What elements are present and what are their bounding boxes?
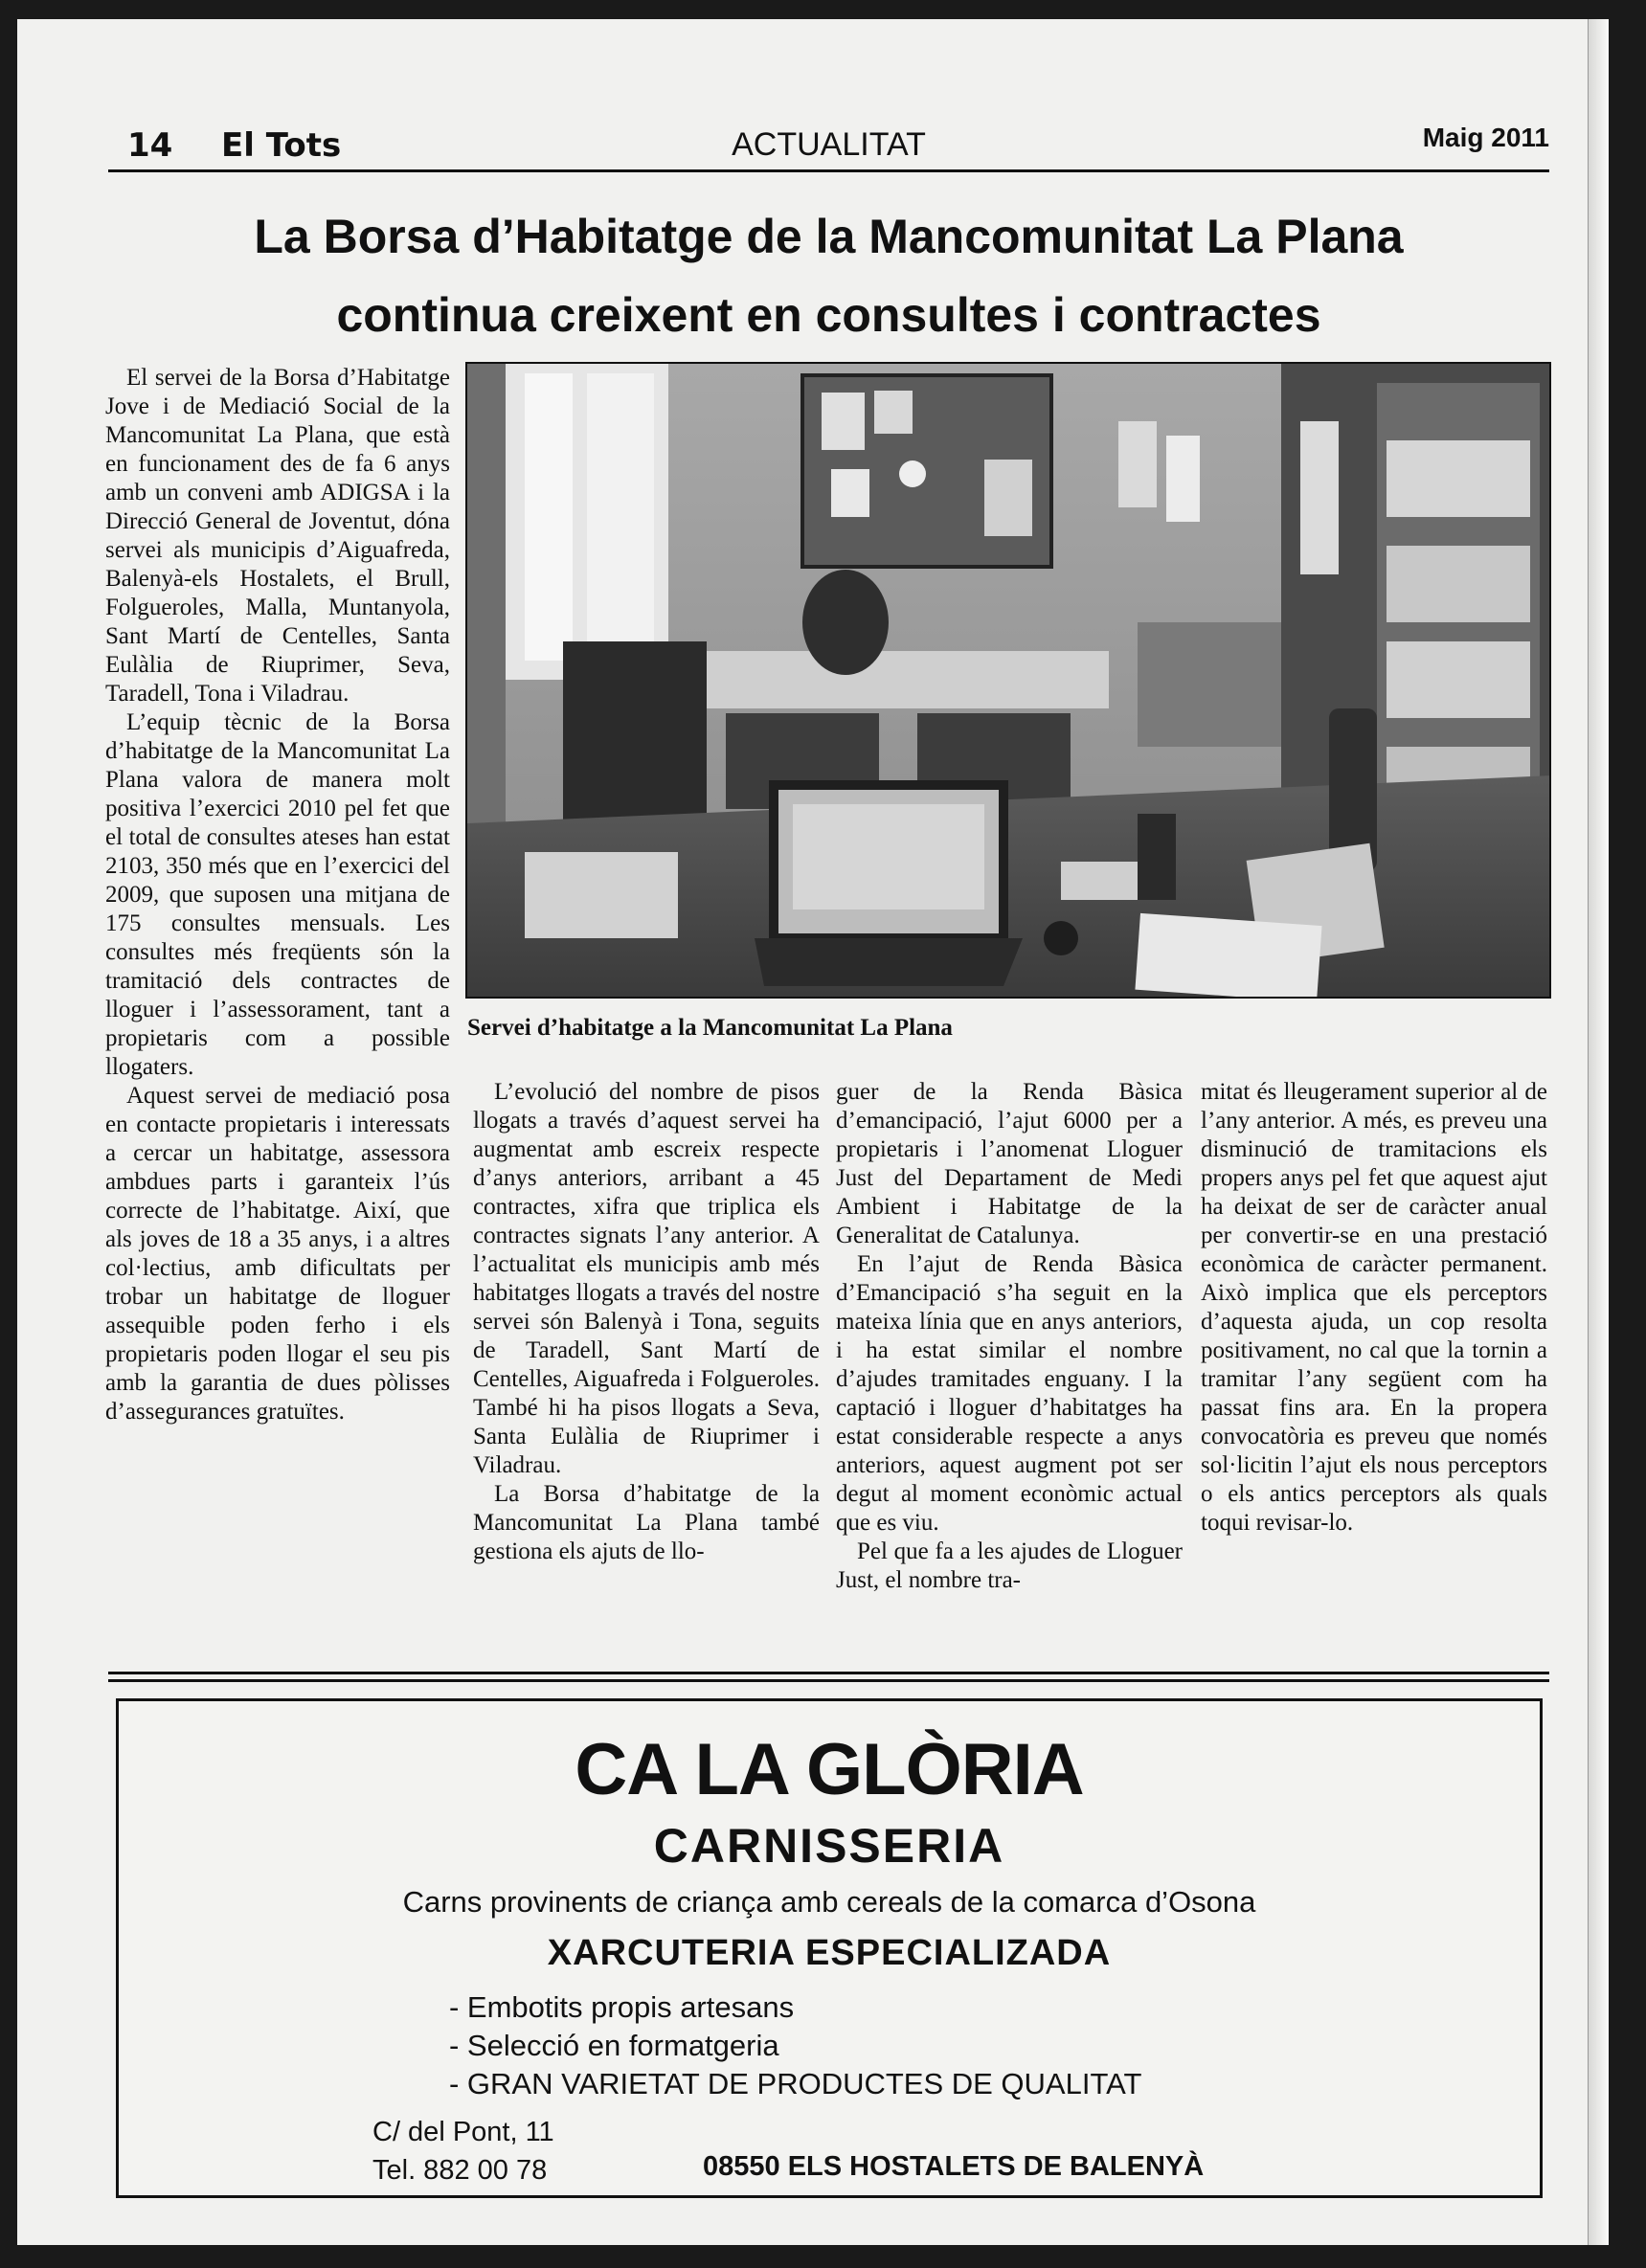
ad-subtitle: CARNISSERIA (653, 1819, 1005, 1873)
paragraph: L’equip tècnic de la Borsa d’habitatge de la Mancomunitat La Plana valora de manera molt positiva l’exercici 2010 pel fet que el total de consultes ateses han estat 2103, 350 més que en l’exercici del 2009, que suposen una mitjana de 175 consultes mensuals. Les consultes més freqüents són la tramitació dels contractes de lloguer i l’assessorament, tant a propietaris com a possible llogaters. (105, 709, 450, 1080)
divider-rule (108, 1672, 1549, 1674)
article-column-3 (836, 1078, 1183, 1595)
newspaper-page (17, 19, 1609, 2245)
paragraph: Pel que fa a les ajudes de Lloguer Just, el nombre tra- (836, 1538, 1183, 1593)
publication-name: El Tots (221, 126, 342, 165)
list-item: - Selecció en formatgeria (449, 2029, 779, 2062)
page-header (108, 105, 1549, 172)
paragraph: El servei de la Borsa d’Habitatge Jove i de Mediació Social de la Mancomunitat La Plana, que està en funcionament des de fa 6 anys amb un conveni amb ADIGSA i la Direcció General de Joventut, dóna servei als municipis d’Aiguafreda, Balenyà-els Hostalets, el Brull, Folgueroles, Malla, Muntanyola, Sant Martí de Centelles, Santa Eulàlia de Riuprimer, Seva, Taradell, Tona i Viladrau. (105, 365, 450, 707)
ad-product-list (449, 1988, 1141, 2103)
photo-caption: Servei d’habitatge a la Mancomunitat La Plana (467, 1015, 953, 1041)
article-column-1 (105, 364, 450, 1426)
ad-business-name: CA LA GLÒRIA (575, 1729, 1084, 1810)
section-name: ACTUALITAT (732, 126, 926, 163)
page-spine (1588, 19, 1609, 2245)
ad-tagline: Carns provinents de criança amb cereals de la comarca d’Osona (402, 1885, 1256, 1919)
list-item: - Embotits propis artesans (449, 1990, 795, 2024)
issue-date: Maig 2011 (1422, 123, 1549, 152)
article-title-line2: continua creixent en consultes i contractes (336, 288, 1321, 342)
paragraph: L’evolució del nombre de pisos llogats a través d’aquest servei ha augmentat amb escreix respecte d’anys anteriors, arribant a 45 contractes, xifra que triplica els contractes signats l’any anterior. A l’actualitat els municipis amb més habitatges llogats a través del nostre servei són Balenyà i Tona, seguits de Taradell, Sant Martí de Centelles, Aiguafreda i Folgueroles. També hi ha pisos llogats a Seva, Santa Eulàlia de Riuprimer i Viladrau. (473, 1079, 820, 1478)
paragraph: La Borsa d’habitatge de la Mancomunitat La Plana també gestiona els ajuts de llo- (473, 1481, 820, 1564)
ad-specialty: XARCUTERIA ESPECIALIZADA (547, 1933, 1112, 1973)
paragraph: Aquest servei de mediació posa en contacte propietaris i interessats a cercar un habitatge, assessora ambdues parts i garanteix l’ús correcte de l’habitatge. Així, que als joves de 18 a 35 anys, i a altres col·lectius, amb dificultats per trobar un habitatge de lloguer assequible poden ferho i els propietaris poden llogar el seu pis amb la garantia de dues pòlisses d’assegurances gratuïtes. (105, 1083, 450, 1425)
paragraph: guer de la Renda Bàsica d’emancipació, l’ajut 6000 per a propietaris i l’anomenat Lloguer Just del Departament de Medi Ambient i Habitatge de la Generalitat de Catalunya. (836, 1079, 1183, 1248)
ad-contact (372, 2113, 554, 2189)
ad-address: C/ del Pont, 11 (372, 2117, 554, 2147)
office-photo-illustration (467, 364, 1551, 999)
ad-phone: Tel. 882 00 78 (372, 2155, 548, 2186)
article-title (108, 197, 1549, 354)
paragraph: En l’ajut de Renda Bàsica d’Emancipació s’ha seguit en la mateixa línia que en anys anteriors, i ha estat similar el nombre d’ajudes tramitades enguany. I la captació i lloguer d’habitatges ha estat considerable respecte a anys anteriors, aquest augment pot ser degut al moment econòmic actual que es viu. (836, 1251, 1183, 1536)
page-number: 14 (127, 126, 173, 165)
advertisement (116, 1698, 1543, 2198)
office-photo (465, 362, 1551, 999)
ad-town: 08550 ELS HOSTALETS DE BALENYÀ (703, 2151, 1205, 2182)
paragraph: mitat és lleugerament superior al de l’any anterior. A més, es preveu una disminució de tramitacions els propers anys pel fet que aquest ajut ha deixat de ser de caràcter anual per convertir-se en una prestació econòmica de caràcter permanent. Això implica que els perceptors d’aquesta ajuda, un cop resolta positivament, no cal que la tornin a tramitar l’any següent com ha passat fins ara. En la propera convocatòria es preveu que només sol·licitin l’ajut els nous perceptors o els antics perceptors als quals toqui revisar-lo. (1201, 1079, 1547, 1536)
list-item: - GRAN VARIETAT DE PRODUCTES DE QUALITAT (449, 2067, 1142, 2100)
divider-rule (108, 1679, 1549, 1682)
article-column-2 (473, 1078, 820, 1566)
article-title-line1: La Borsa d’Habitatge de la Mancomunitat La Plana (254, 210, 1404, 263)
article-column-4 (1201, 1078, 1547, 1538)
